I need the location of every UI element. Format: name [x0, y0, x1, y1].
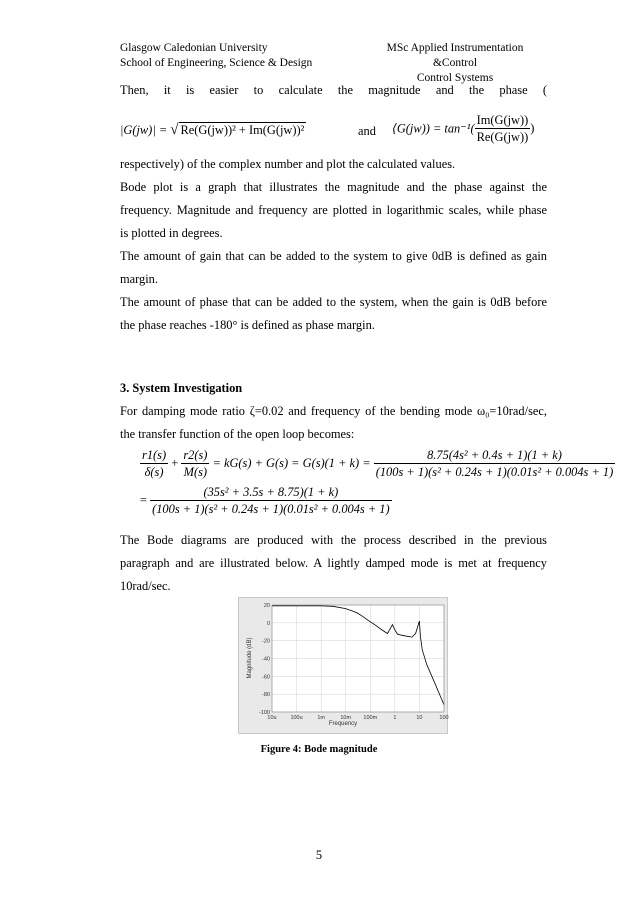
magnitude-formula [120, 122, 306, 139]
x-tick-label: 100m [363, 715, 378, 721]
term4-numerator: (35s² + 3.5s + 8.75)(1 + k) [150, 484, 392, 501]
transfer-function-row1 [140, 447, 615, 480]
equals-sign: = [140, 493, 147, 507]
x-tick-label: 100 [439, 715, 449, 721]
figure-caption: Figure 4: Bode magnitude [260, 744, 378, 755]
x-tick-label: 10 [416, 715, 423, 721]
para-line-2: frequency. Magnitude and frequency are plotted in logarithmic scales, while phase [120, 203, 547, 217]
after-line-2: paragraph and are illustrated below. A lightly damped mode is met at frequency [120, 556, 547, 570]
transfer-function-row2 [140, 484, 392, 517]
y-axis-label: Magnitude (dB) [247, 637, 253, 679]
term3-numerator: 8.75(4s² + 0.4s + 1)(1 + k) [374, 447, 616, 464]
term4-fraction [150, 484, 392, 517]
intro-line: Then, it is easier to calculate the magnitude and the phase ( [120, 83, 547, 97]
header-school: School of Engineering, Science & Design [120, 57, 313, 69]
phase-lhs: ⟨G(jw)) = tan⁻¹( [392, 121, 475, 136]
equation-middle: = kG(s) + G(s) = G(s)(1 + k) = [212, 456, 371, 470]
and-word: and [358, 124, 376, 138]
x-tick-label: 1 [393, 715, 397, 721]
x-tick-label: 1m [317, 715, 325, 721]
y-tick-label: -80 [262, 692, 270, 699]
header-right [365, 41, 545, 86]
section-title: 3. System Investigation [120, 381, 243, 395]
bode-magnitude-chart [239, 598, 447, 733]
term1-numerator: r1(s) [142, 448, 167, 462]
term2-denominator: M(s) [183, 465, 208, 479]
para-line-4: The amount of gain that can be added to the system to give 0dB is defined as gain [120, 249, 547, 263]
after-line-1: The Bode diagrams are produced with the process described in the previous [120, 533, 547, 547]
y-tick-label: 0 [266, 620, 270, 627]
phase-numerator: Im(G(jw)) [476, 113, 529, 127]
term4-denominator: (100s + 1)(s² + 0.24s + 1)(0.01s² + 0.004s + 1) [152, 502, 390, 516]
term-r1-delta [140, 447, 168, 480]
header-module: Control Systems [416, 72, 494, 84]
after-line-3: 10rad/sec. [120, 579, 171, 593]
intro-line-after: respectively) of the complex number and plot the calculated values. [120, 157, 456, 171]
term2-numerator: r2(s) [183, 448, 208, 462]
term3-denominator: (100s + 1)(s² + 0.24s + 1)(0.01s² + 0.004s + 1) [375, 465, 614, 479]
x-axis-label: Frequency [328, 721, 358, 727]
section-line-1: For damping mode ratio ζ=0.02 and frequency of the bending mode ω₀=10rad/sec, [120, 404, 547, 418]
y-tick-label: -40 [262, 656, 270, 663]
header-university: Glasgow Caledonian University [120, 42, 268, 54]
page-number: 5 [315, 848, 323, 862]
header-programme: MSc Applied Instrumentation &Control [386, 42, 524, 69]
magnitude-lhs: |G(jw)| = [120, 123, 171, 137]
term3-fraction [374, 447, 616, 480]
header-left [120, 41, 312, 71]
para-line-1: Bode plot is a graph that illustrates the magnitude and the phase against the [120, 180, 547, 194]
para-line-6: The amount of phase that can be added to the system, when the gain is 0dB before [120, 295, 547, 309]
x-tick-label: 100u [290, 715, 303, 721]
sqrt-symbol: √ [170, 122, 179, 138]
y-tick-label: -100 [258, 710, 270, 716]
y-tick-label: -20 [262, 638, 270, 645]
section-line-2: the transfer function of the open loop becomes: [120, 427, 355, 441]
plus-sign: + [171, 456, 179, 470]
y-tick-label: -60 [262, 674, 270, 681]
x-tick-label: 10u [267, 715, 277, 721]
phase-denominator: Re(G(jw)) [476, 130, 529, 144]
x-tick-label: 10m [340, 715, 352, 721]
bode-figure [238, 597, 448, 734]
phase-formula [392, 112, 534, 145]
para-line-7: the phase reaches -180° is defined as phase margin. [120, 318, 375, 332]
para-line-5: margin. [120, 272, 158, 286]
phase-fraction [475, 112, 531, 145]
phase-close: ) [530, 121, 535, 135]
para-line-3: is plotted in degrees. [120, 226, 223, 240]
term1-denominator: δ(s) [144, 465, 164, 479]
magnitude-rhs: Re(G(jw))² + Im(G(jw))² [180, 123, 305, 137]
term-r2-m [181, 447, 209, 480]
y-tick-label: 20 [263, 603, 270, 609]
